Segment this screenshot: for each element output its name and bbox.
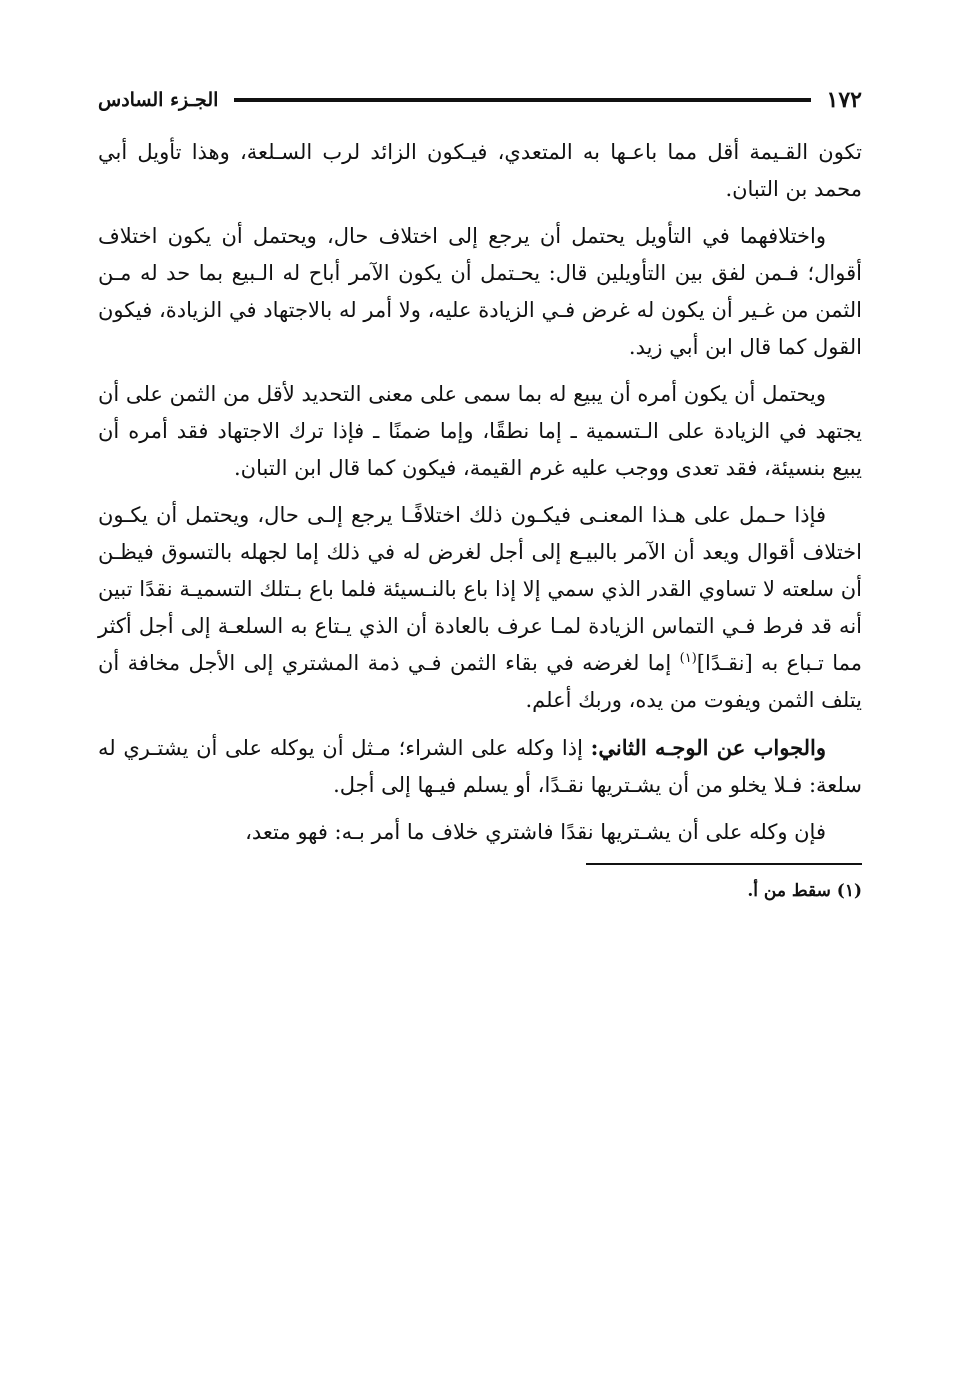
running-header xyxy=(98,80,862,120)
volume-title: الجـزء السادس xyxy=(98,89,219,111)
paragraph-text: فإذا حـمل على هـذا المعنـى فيكـون ذلك اختلافًـا يرجع إلـى حال، ويحتمل أن يكـون اختلاف أقوال ويعد أن الآمر بالبيـع إلى أجل لغرض له في ذلك إما لجهله بالتسوق فيظـن أن سلعته لا تساوي القدر الذي سمي إلا إذا باع بالنـسيئة فلما باع بـتلك التسميـة نقدًا تبين أنه قد فرط فـي التماس الزيادة لمـا عرف بالعادة أن الذي يـتاع به السلعـة إلى أجل أكثر مما تـباع به [نقـدًا] xyxy=(98,503,863,675)
paragraph-with-footnote xyxy=(98,497,862,719)
paragraph-text: إما لغرضه في بقاء الثمن فـي ذمة المشتري إلى الأجل مخافة أن يتلف الثمن ويفوت من يده، وربك أعلم. xyxy=(98,651,862,712)
paragraph-text: إذا وكله على الشراء؛ مـثل أن يوكله على أن يشتـري له سلعة: فـلا يخلو من أن يشـتريها نقـدًا، أو يسلم فيـها إلى أجل. xyxy=(98,736,862,797)
paragraph: واختلافهما في التأويل يحتمل أن يرجع إلى اختلاف حال، ويحتمل أن يكون اختلاف أقوال؛ فـمن لفق بين التأويلين قال: يحـتمل أن يكون الآمر أباح له الـبيع بما حد له مـن الثمن من غـير أن يكون له غرض فـي الزيادة عليه، ولا أمر له بالاجتهاد في الزيادة، فيكون القول كما قال ابن أبي زيد. xyxy=(98,224,862,359)
footnote-marker: (١) xyxy=(679,651,697,666)
section-lead: والجواب عن الوجـه الثاني: xyxy=(590,735,827,760)
body-text xyxy=(98,134,862,851)
header-rule xyxy=(234,98,810,102)
footnote: (١) سقط من أ. xyxy=(747,881,862,901)
paragraph: فإن وكله على أن يشـتريها نقدًا فاشتري خلاف ما أمر بـه: فهو متعد، xyxy=(245,820,826,844)
book-page xyxy=(98,80,862,1340)
footnote-rule xyxy=(586,863,862,865)
paragraph-continuation: تكون القـيمة أقل مما باعـها به المتعدي، فيـكون الزائد لرب السـلعة، وهذا تأويل أبي محمد بن التبان. xyxy=(98,140,862,201)
paragraph: ويحتمل أن يكون أمره أن يبيع له بما سمى على معنى التحديد لأقل من الثمن على أن يجتهد في الزيادة على الـتسمية ـ إما نطقًا، وإما ضمنًا ـ فإذا ترك الاجتهاد فقد أمره أن يبيع بنسيئة، فقد تعدى ووجب عليه غرم القيمة، فيكون كما قال ابن التبان. xyxy=(98,382,862,480)
paragraph-answer xyxy=(98,729,862,804)
page-number: ١٧٢ xyxy=(826,87,862,113)
